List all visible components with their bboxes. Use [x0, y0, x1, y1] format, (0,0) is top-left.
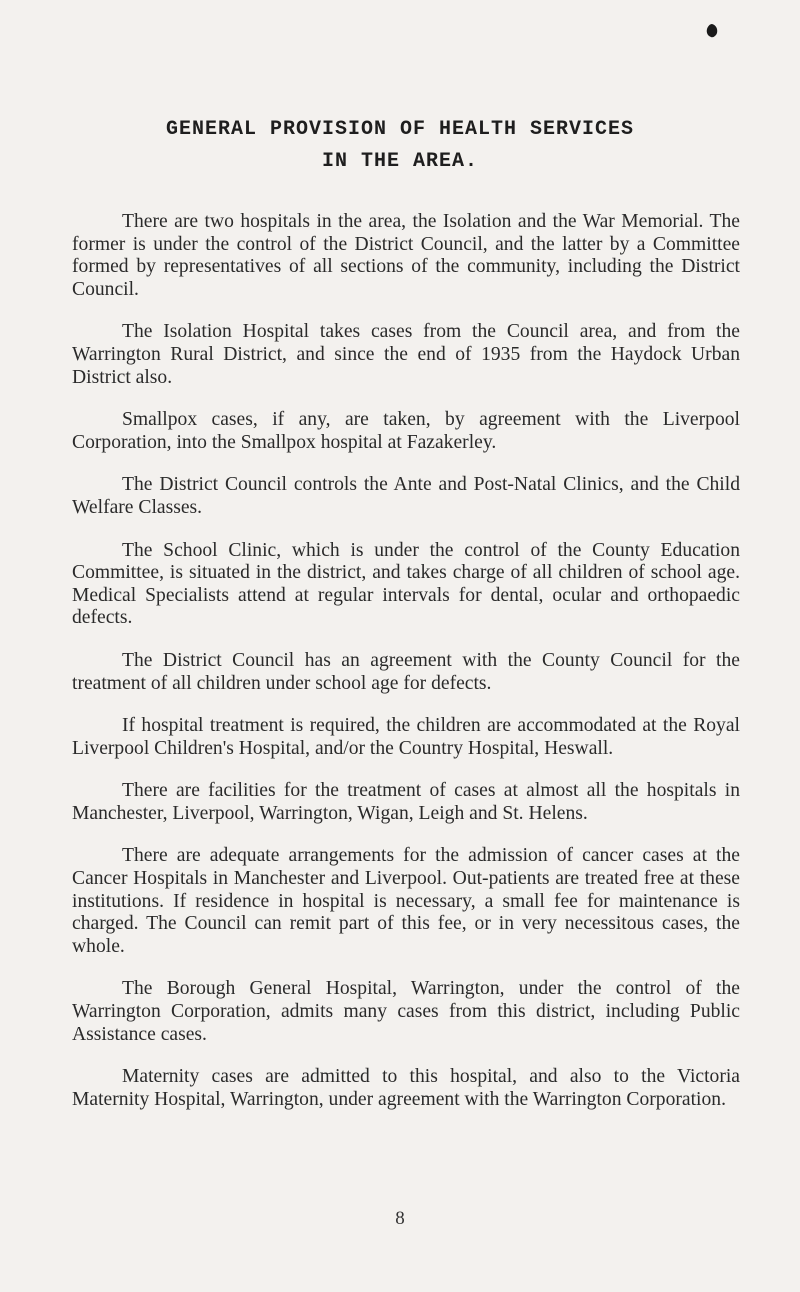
- paragraph-county-agreement: The District Council has an agreement with the County Council for the treatment of all children under school age for defects.: [72, 649, 740, 694]
- body-text: [72, 211, 740, 1131]
- paragraph-maternity: Maternity cases are admitted to this hospital, and also to the Victoria Maternity Hospital, Warrington, under agreement with the Warrington Corporation.: [72, 1066, 740, 1110]
- paragraph-facilities: There are facilities for the treatment of cases at almost all the hospitals in Manchester, Liverpool, Warrington, Wigan, Leigh and St. Helens.: [72, 780, 740, 824]
- paragraph-hospitals: There are two hospitals in the area, the Isolation and the War Memorial. The former is under the control of the District Council, and the latter by a Committee formed by representatives of all sections of the community, including the District Council.: [72, 211, 740, 300]
- paragraph-smallpox: Smallpox cases, if any, are taken, by agreement with the Liverpool Corporation, into the Smallpox hospital at Fazakerley.: [72, 409, 740, 453]
- page-number: 8: [395, 1208, 405, 1229]
- page-subtitle: IN THE AREA.: [321, 150, 479, 173]
- page-title: GENERAL PROVISION OF HEALTH SERVICES: [165, 118, 635, 141]
- paragraph-cancer: There are adequate arrangements for the admission of cancer cases at the Cancer Hospitals in Manchester and Liverpool. Out-patients are treated free at these institutions. If residence in hospital is necessary, a small fee for maintenance is charged. The Council can remit part of this fee, or in very necessitous cases, the whole.: [72, 845, 740, 957]
- paragraph-clinics: The District Council controls the Ante and Post-Natal Clinics, and the Child Welfare Classes.: [72, 474, 740, 518]
- paragraph-borough-hospital: The Borough General Hospital, Warrington, under the control of the Warrington Corporation, admits many cases from this district, including Public Assistance cases.: [72, 978, 740, 1045]
- paragraph-school-clinic: The School Clinic, which is under the control of the County Education Committee, is situated in the district, and takes charge of all children of school age. Medical Specialists attend at regular intervals for dental, ocular and orthopaedic defects.: [72, 539, 740, 629]
- paragraph-hospital-treatment: If hospital treatment is required, the children are accommodated at the Royal Liverpool Children's Hospital, and/or the Country Hospital, Heswall.: [72, 715, 740, 759]
- punch-mark: [706, 24, 718, 38]
- paragraph-isolation-hospital: The Isolation Hospital takes cases from the Council area, and from the Warrington Rural District, and since the end of 1935 from the Haydock Urban District also.: [72, 321, 740, 388]
